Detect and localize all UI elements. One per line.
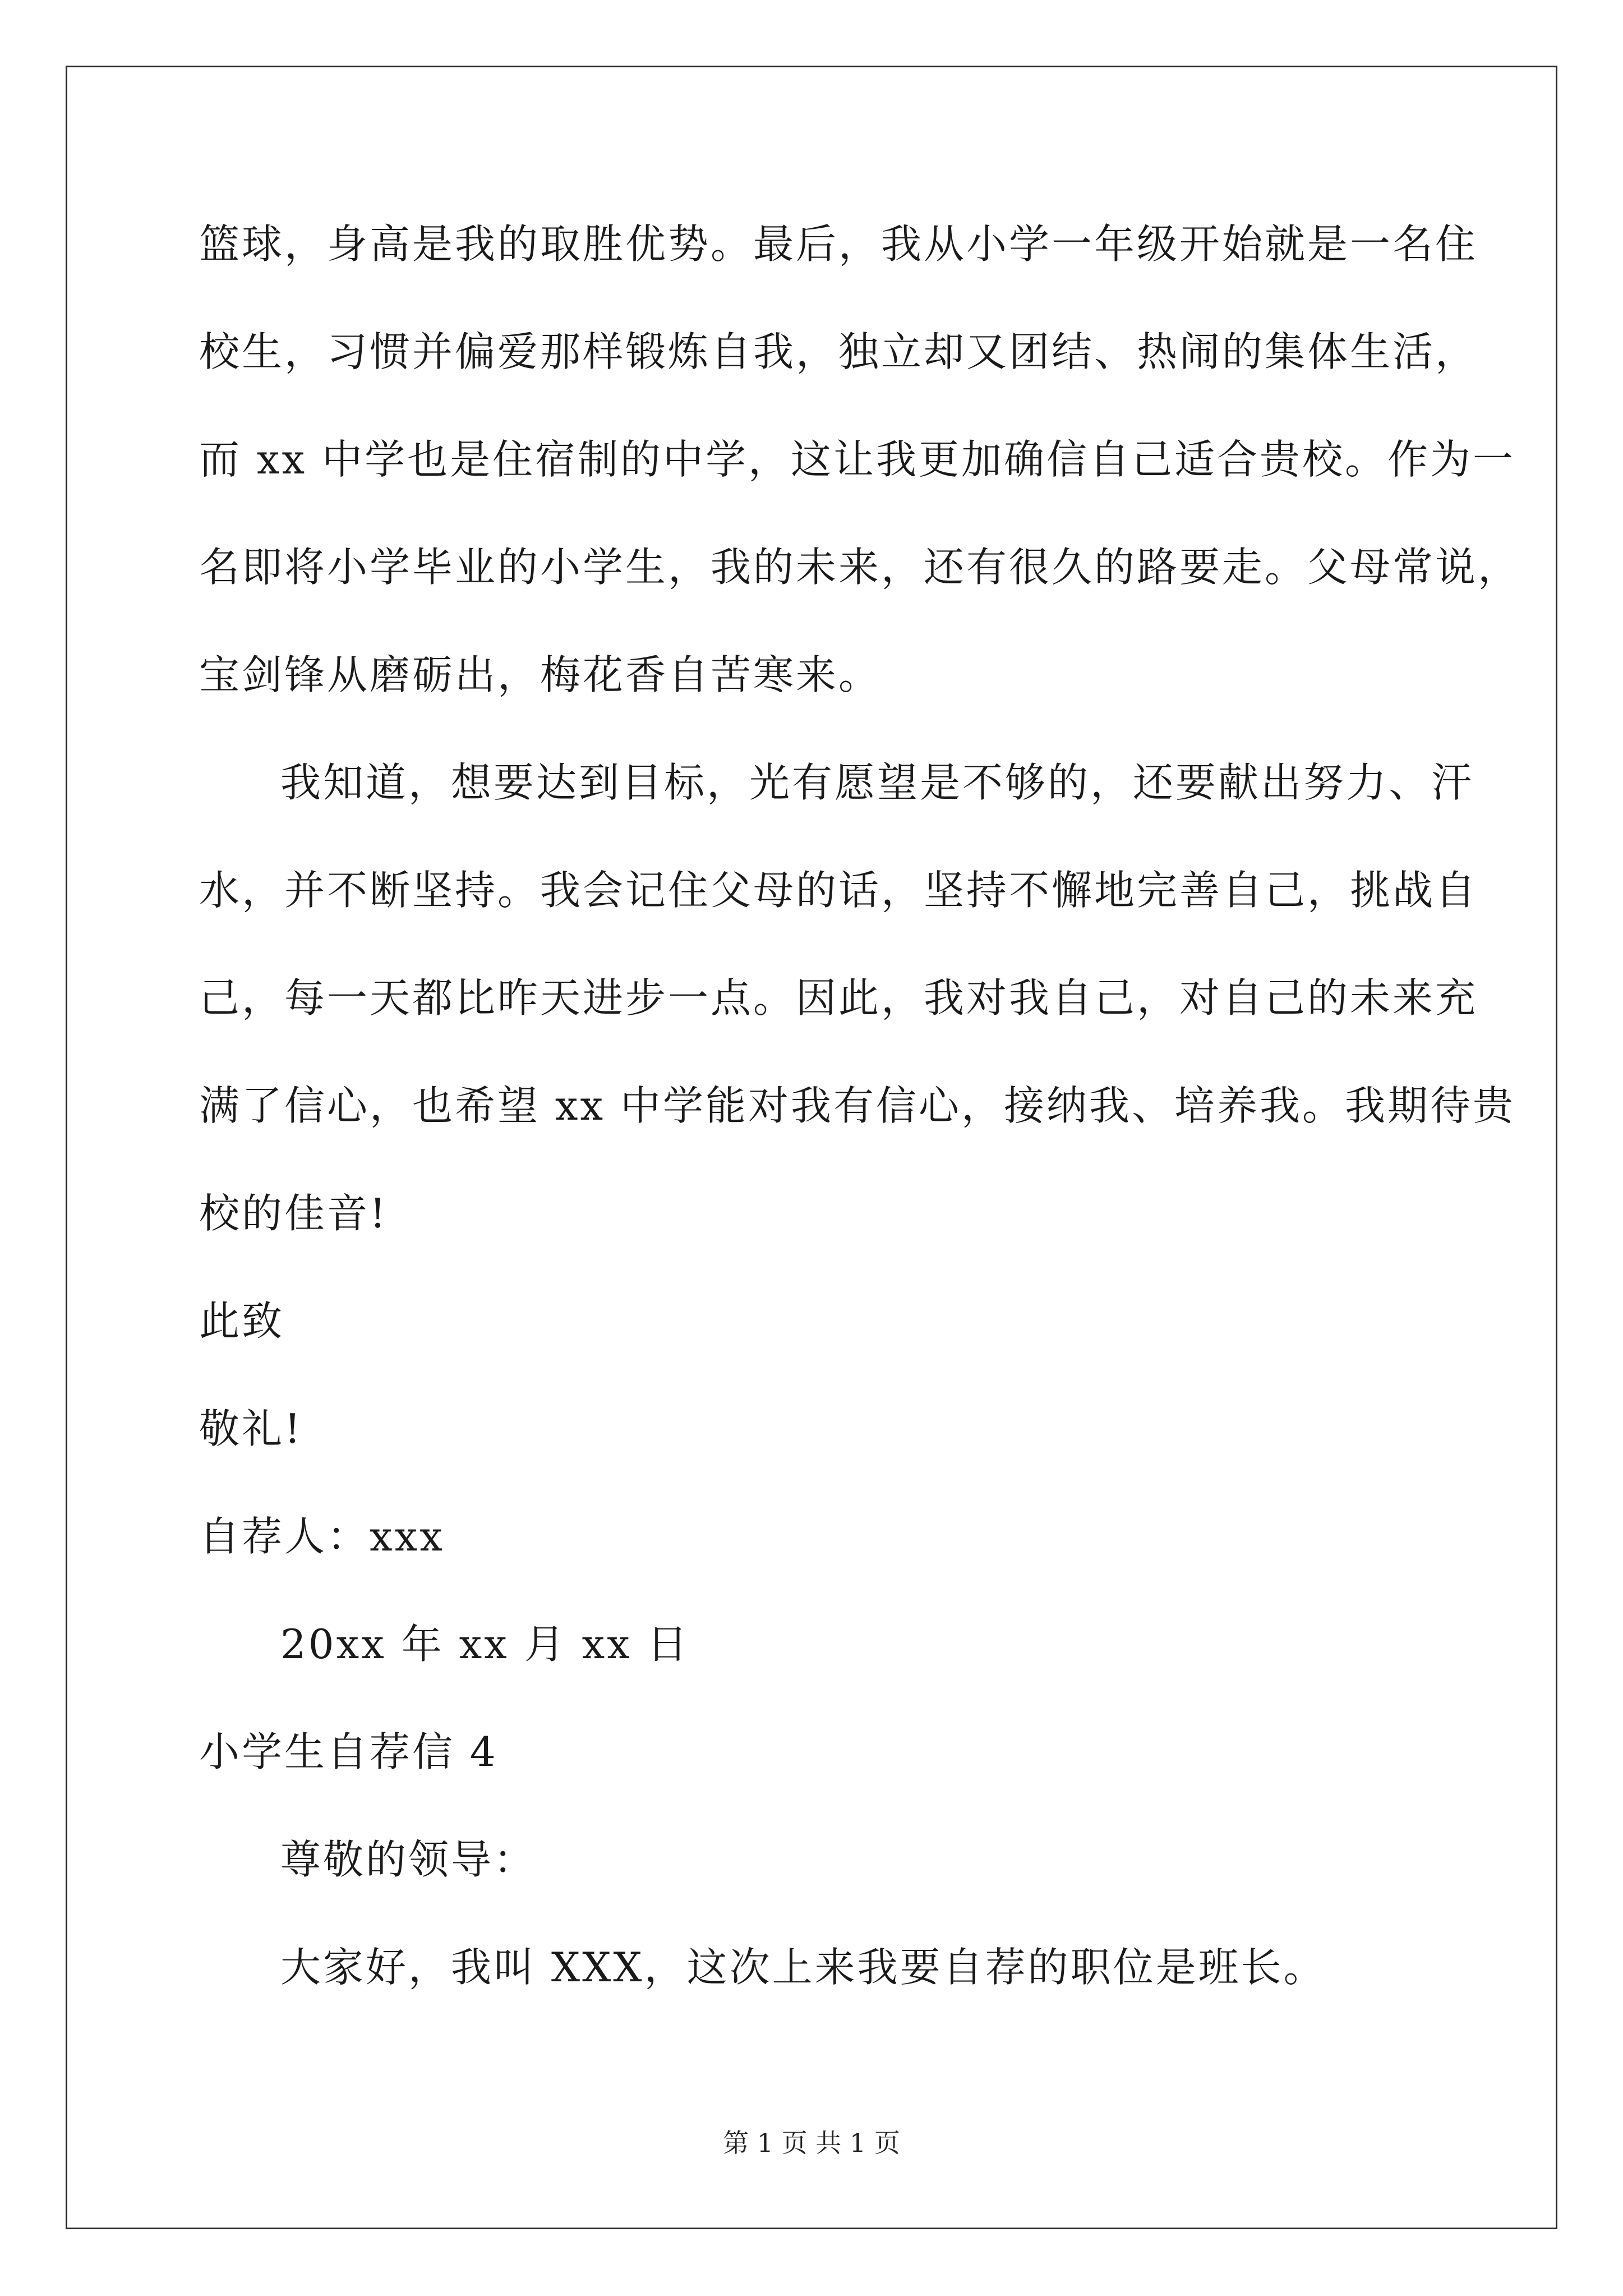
closing-regards: 敬礼! bbox=[199, 1405, 303, 1452]
greeting-line: 尊敬的领导： bbox=[280, 1836, 537, 1883]
closing-salutation: 此致 bbox=[199, 1297, 285, 1345]
page-footer: 第 1 页 共 1 页 bbox=[723, 2128, 900, 2158]
paragraph-line: 校生，习惯并偏爱那样锻炼自我，独立却又团结、热闹的集体生活， bbox=[199, 328, 1478, 375]
paragraph-line: 校的佳音! bbox=[199, 1190, 388, 1237]
paragraph-line: 我知道，想要达到目标，光有愿望是不够的，还要献出努力、汗 bbox=[280, 759, 1474, 806]
page-border bbox=[66, 66, 1557, 2229]
date-line: 20xx 年 xx 月 xx 日 bbox=[280, 1621, 690, 1668]
signature-line: 自荐人：xxx bbox=[199, 1513, 445, 1560]
paragraph-line: 己，每一天都比昨天进步一点。因此，我对我自己，对自己的未来充 bbox=[199, 974, 1478, 1022]
paragraph-line: 水，并不断坚持。我会记住父母的话，坚持不懈地完善自己，挑战自 bbox=[199, 867, 1478, 914]
paragraph-line: 篮球，身高是我的取胜优势。最后，我从小学一年级开始就是一名住 bbox=[199, 220, 1478, 268]
paragraph-line: 而 xx 中学也是住宿制的中学，这让我更加确信自己适合贵校。作为一 bbox=[199, 436, 1515, 483]
paragraph-line: 大家好，我叫 XXX，这次上来我要自荐的职位是班长。 bbox=[280, 1944, 1326, 1991]
section-title: 小学生自荐信 4 bbox=[199, 1728, 498, 1775]
paragraph-line: 宝剑锋从磨砺出，梅花香自苦寒来。 bbox=[199, 651, 882, 698]
paragraph-line: 满了信心，也希望 xx 中学能对我有信心，接纳我、培养我。我期待贵 bbox=[199, 1082, 1515, 1129]
paragraph-line: 名即将小学毕业的小学生，我的未来，还有很久的路要走。父母常说， bbox=[199, 544, 1521, 591]
